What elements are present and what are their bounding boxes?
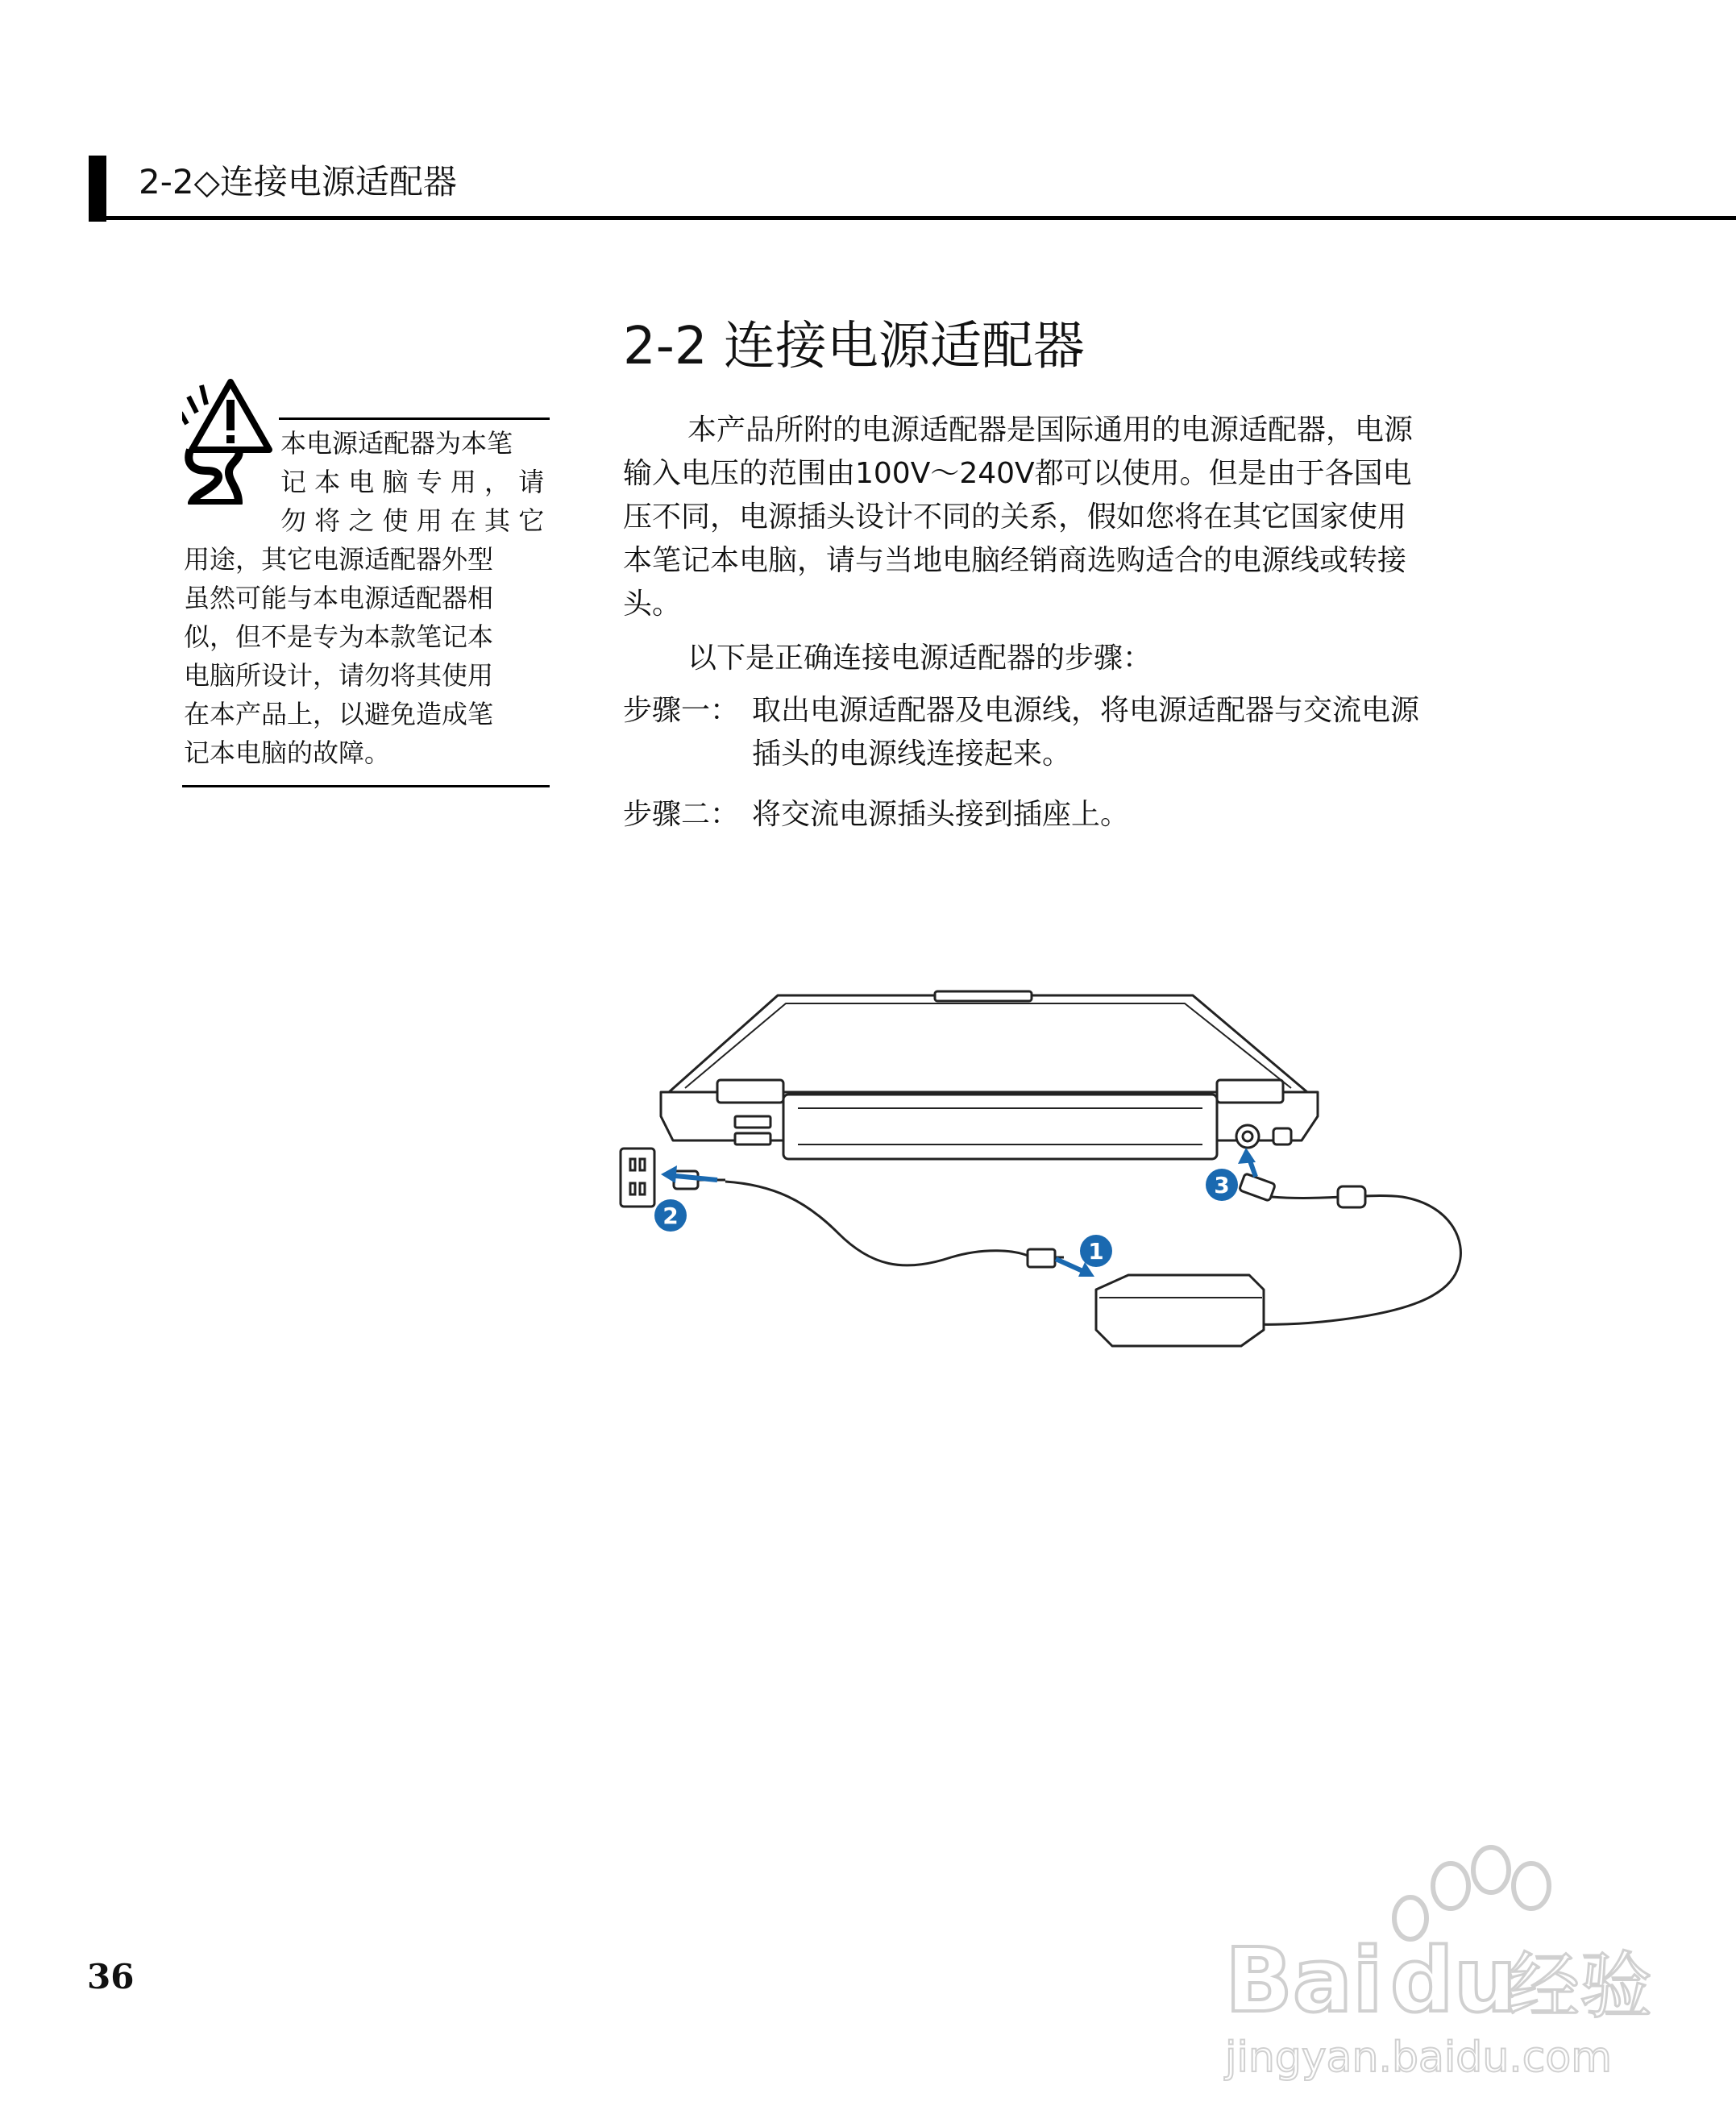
laptop-lid [669,995,1307,1092]
body-line: 输入电压的范围由100V～240V都可以使用。但是由于各国电 [623,457,1412,490]
header-bar [89,156,106,222]
watermark-graphic [1209,1830,1660,2087]
badge-number: 2 [662,1203,679,1229]
body-line: 本笔记本电脑，请与当地电脑经销商选购适合的电源线或转接 [623,544,1407,577]
laptop-logo-strip [935,991,1032,1001]
note-top-rule [279,417,550,420]
watermark-brand-paw: du [1390,1929,1518,2032]
step-1-label: 步骤一： [623,694,740,727]
dc-cable [1241,1196,1460,1325]
note-line: 电脑所设计，请勿将其使用 [184,660,494,691]
adapter-inlet-plug [1028,1249,1055,1267]
badge-step-3 [1206,1169,1238,1201]
watermark-brand-cn: 经验 [1507,1944,1652,2029]
note-line: 本电源适配器为本笔 [280,428,513,459]
step-1-text: 插头的电源线连接起来。 [752,737,1072,771]
usb-port [735,1116,770,1128]
section-title: 2-2 连接电源适配器 [623,317,1085,376]
body-line: 头。 [623,588,682,621]
steps-intro: 以下是正确连接电源适配器的步骤： [687,642,1152,675]
running-header: 2-2◇连接电源适配器 [139,162,457,201]
ac-cable [725,1182,1032,1265]
dc-plug [1239,1174,1275,1201]
right-hinge [1217,1080,1283,1103]
warning-person-icon [182,376,279,505]
header-rule [106,216,1736,220]
note-line: 似，但不是专为本款笔记本 [184,621,494,652]
body-line: 压不同，电源插头设计不同的关系，假如您将在其它国家使用 [623,501,1407,534]
body-line: 本产品所附的电源适配器是国际通用的电源适配器，电源 [687,413,1414,447]
wall-outlet [621,1149,654,1207]
note-line: 记本电脑的故障。 [184,737,391,768]
watermark-url: jingyan.baidu.com [1225,2033,1612,2082]
power-adapter [1096,1275,1264,1346]
step-2-text: 将交流电源插头接到插座上。 [752,798,1130,831]
badge-step-2 [654,1199,687,1232]
baidu-watermark [1209,1830,1660,2091]
step-1-text: 取出电源适配器及电源线，将电源适配器与交流电源 [752,694,1420,727]
ferrite-core [1338,1186,1365,1207]
badge-number: 3 [1214,1172,1230,1198]
note-line: 勿 将 之 使 用 在 其 它 [280,505,545,536]
note-line: 虽然可能与本电源适配器相 [184,583,494,613]
watermark-brand: Bai [1225,1929,1383,2032]
kensington-slot [1273,1128,1291,1144]
left-hinge [717,1080,783,1103]
note-line: 记 本 电 脑 专 用 ， 请 [280,467,545,497]
usb-port [735,1133,770,1144]
note-bottom-rule [182,785,550,787]
note-line: 在本产品上，以避免造成笔 [184,699,494,729]
battery [783,1095,1217,1159]
badge-number: 1 [1088,1238,1104,1265]
note-line: 用途，其它电源适配器外型 [184,544,494,575]
step-2-label: 步骤二： [623,798,740,831]
badge-step-1 [1080,1235,1112,1267]
page-number: 36 [87,1957,135,1996]
adapter-connection-diagram [596,975,1499,1378]
